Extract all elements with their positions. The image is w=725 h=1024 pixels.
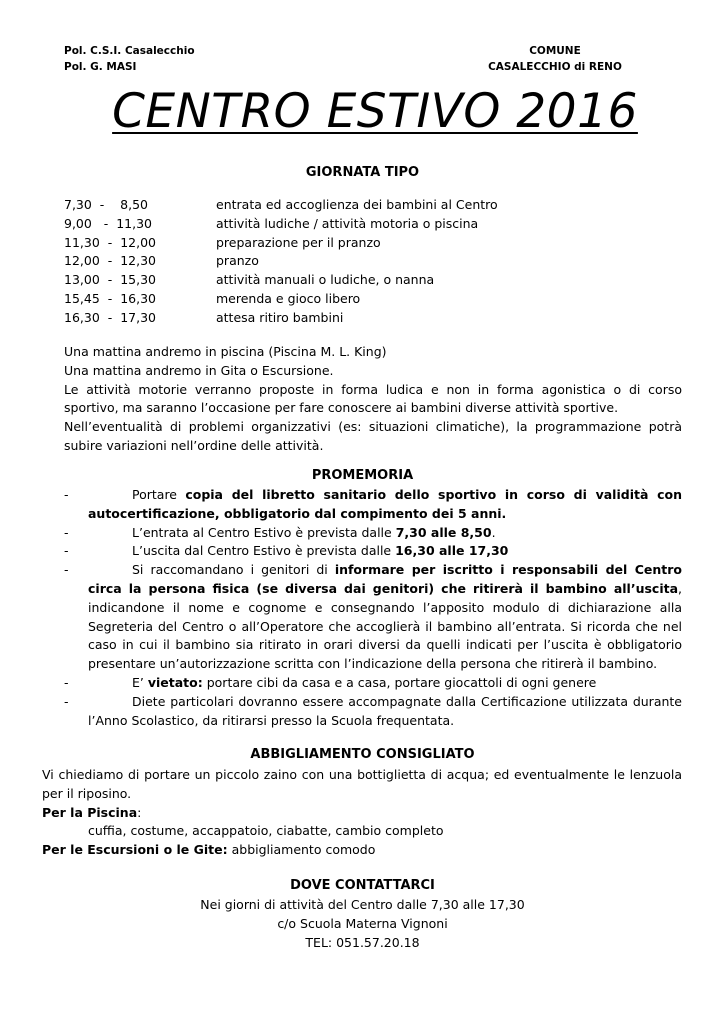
item-text: Diete particolari dovranno essere accompagnate dalla Certificazione utilizzata durante l’Anno Scolastico, da ritirarsi presso la Scuola frequentata. [88, 693, 682, 728]
schedule-table [64, 196, 498, 328]
piscina-label: Per la Piscina [42, 804, 138, 820]
header-org-1: Pol. C.S.I. Casalecchio [64, 45, 195, 57]
item-bold-text: 16,30 alle 17,30 [395, 543, 509, 559]
item-text: L’uscita dal Centro Estivo è prevista dalle [132, 543, 396, 559]
contatti-section [0, 896, 725, 952]
item-text: , indicandone il nome e cognome e consegnando l’apposito modulo di dichiarazione alla Segreteria del Centro o all’Operatore che accoglierà il bambino all’entrata. Si ricorda che nel caso in cui il bambino sia ritirato in orari diversi da quelli indicati per l’uscita è obbligatorio presentare un’autorizzazione scritta con l’indicazione della persona che ritirerà il bambino. [88, 580, 682, 672]
note-gita: Una mattina andremo in Gita o Escursione. [64, 362, 334, 378]
note-attivita: Le attività motorie verranno proposte in forma ludica e non in forma agonistica o di corso sportivo, ma saranno l’occasione per fare conoscere ai bambini diverse attività sportive. [64, 381, 682, 416]
schedule-time: 15,45 - 16,30 [64, 290, 156, 306]
item-text: portare cibi da casa e a casa, portare giocattoli di ogni genere [202, 674, 597, 690]
list-dash: - [64, 543, 69, 559]
contatti-telefono: TEL: 051.57.20.18 [305, 934, 420, 950]
schedule-activity: preparazione per il pranzo [216, 234, 381, 250]
schedule-activity: entrata ed accoglienza dei bambini al Centro [216, 197, 498, 212]
abbigliamento-heading: ABBIGLIAMENTO CONSIGLIATO [250, 747, 475, 762]
schedule-row [64, 252, 498, 271]
schedule-activity: merenda e gioco libero [216, 290, 361, 306]
schedule-row [64, 196, 498, 215]
item-text: E’ [132, 674, 148, 690]
escursioni-label: Per le Escursioni o le Gite: [42, 842, 228, 858]
promemoria-list [64, 486, 682, 730]
schedule-row [64, 290, 498, 309]
contatti-orari: Nei giorni di attività del Centro dalle 7,30 alle 17,30 [200, 897, 525, 912]
escursioni-line [42, 841, 682, 860]
note-variazioni: Nell’eventualità di problemi organizzativi (es: situazioni climatiche), la programmazione potrà subire variazioni nell’ordine delle attività. [64, 419, 682, 453]
schedule-time: 13,00 - 15,30 [64, 272, 156, 288]
item-bold-text: informare per iscritto i responsabili del Centro circa la persona fisica (se diversa dai genitori) che ritirerà il bambino all’uscita [88, 562, 682, 596]
list-dash: - [64, 693, 69, 709]
item-bold-text: 7,30 alle 8,50 [395, 524, 492, 540]
schedule-activity: attività ludiche / attività motoria o piscina [216, 215, 479, 231]
header-right [470, 43, 640, 75]
schedule-time: 7,30 - 8,50 [64, 197, 149, 212]
list-dash: - [64, 674, 69, 690]
piscina-colon: : [137, 804, 142, 820]
promemoria-item-vietato [64, 674, 682, 693]
page-title: CENTRO ESTIVO 2016 [112, 84, 638, 139]
schedule-time: 9,00 - 11,30 [64, 215, 152, 231]
list-dash: - [64, 487, 69, 502]
promemoria-item-uscita [64, 542, 682, 561]
schedule-time: 12,00 - 12,30 [64, 253, 156, 269]
abbigliamento-intro: Vi chiediamo di portare un piccolo zaino con una bottiglietta di acqua; ed eventualmente le lenzuola per il riposino. [42, 767, 682, 801]
schedule-activity: attesa ritiro bambini [216, 309, 344, 325]
note-piscina: Una mattina andremo in piscina (Piscina M. L. King) [64, 344, 387, 359]
escursioni-text: abbigliamento comodo [227, 842, 376, 858]
schedule-row [64, 271, 498, 290]
schedule-activity: attività manuali o ludiche, o nanna [216, 272, 435, 288]
item-bold-text: vietato: [147, 674, 203, 690]
schedule-time: 11,30 - 12,00 [64, 234, 156, 250]
promemoria-item-libretto [64, 486, 682, 524]
header-city: CASALECCHIO di RENO [488, 61, 622, 73]
schedule-row [64, 234, 498, 253]
item-text: Portare [132, 487, 186, 502]
schedule-heading: GIORNATA TIPO [305, 165, 420, 180]
promemoria-item-diete [64, 693, 682, 731]
promemoria-item-entrata [64, 524, 682, 543]
schedule-row [64, 309, 498, 328]
schedule-time: 16,30 - 17,30 [64, 309, 156, 325]
schedule-row [64, 215, 498, 234]
abbigliamento-section [42, 766, 682, 860]
contatti-heading: DOVE CONTATTARCI [290, 878, 435, 893]
list-dash: - [64, 562, 69, 578]
piscina-items: cuffia, costume, accappatoio, ciabatte, cambio completo [88, 823, 444, 839]
item-bold-text: copia del libretto sanitario dello sportivo in corso di validità con autocertificazione, obbligatorio dal compimento dei 5 anni. [88, 487, 682, 521]
item-text: Si raccomandano i genitori di [132, 562, 335, 578]
promemoria-item-ritiro [64, 561, 682, 674]
contatti-scuola: c/o Scuola Materna Vignoni [277, 915, 448, 931]
promemoria-heading: PROMEMORIA [311, 468, 414, 483]
piscina-line [42, 804, 682, 823]
schedule-activity: pranzo [216, 253, 259, 269]
item-text: . [491, 524, 496, 540]
list-dash: - [64, 524, 69, 540]
item-text: L’entrata al Centro Estivo è prevista dalle [132, 524, 396, 540]
header-comune: COMUNE [529, 45, 581, 57]
header-left [64, 43, 195, 75]
header-org-2: Pol. G. MASI [64, 61, 137, 73]
notes-section [64, 343, 682, 456]
